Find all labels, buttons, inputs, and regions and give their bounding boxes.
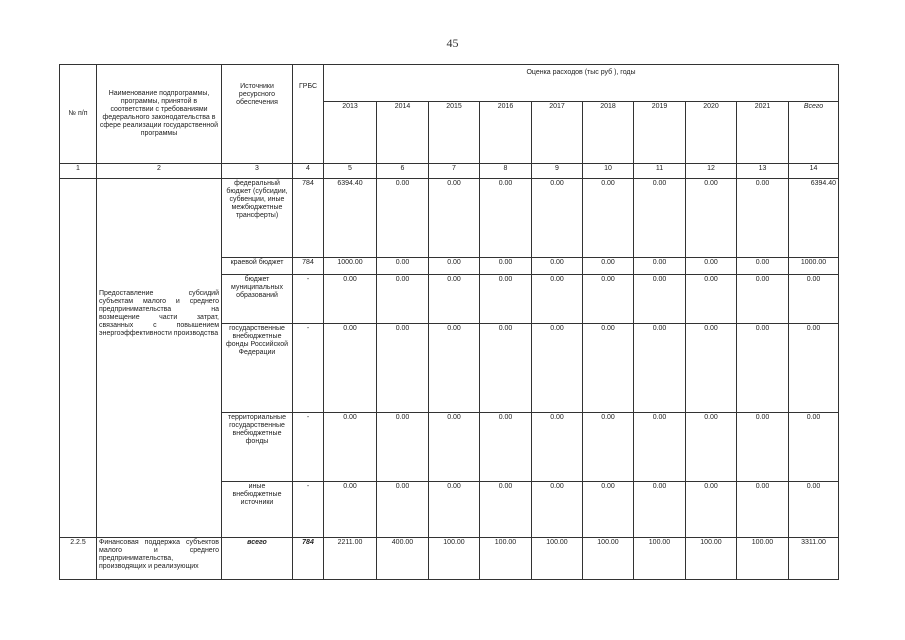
column-number: 8 — [480, 164, 532, 179]
header-row-top — [60, 65, 839, 102]
year-cell: 2015 — [429, 102, 480, 164]
value-cell: 1000.00 — [324, 258, 377, 275]
value-cell: 100.00 — [532, 538, 583, 580]
source-cell: государственные внебюджетные фонды Российской Федерации — [222, 324, 293, 413]
value-cell: 0.00 — [377, 413, 429, 482]
column-number: 11 — [634, 164, 686, 179]
value-cell: 100.00 — [634, 538, 686, 580]
value-cell: 100.00 — [686, 538, 737, 580]
value-cell: 0.00 — [737, 482, 789, 538]
total-cell: 0.00 — [789, 482, 839, 538]
table-row — [60, 179, 839, 258]
header-source: Источники ресурсного обеспечения — [222, 65, 293, 164]
value-cell: 0.00 — [737, 275, 789, 324]
value-cell: 0.00 — [480, 482, 532, 538]
grbs-cell: - — [293, 413, 324, 482]
value-cell: 0.00 — [634, 258, 686, 275]
year-cell: 2016 — [480, 102, 532, 164]
budget-table — [59, 64, 839, 580]
value-cell: 2211.00 — [324, 538, 377, 580]
total-cell: 0.00 — [789, 324, 839, 413]
source-cell: федеральный бюджет (субсидии, субвенции, иные межбюджетные трансферты) — [222, 179, 293, 258]
value-cell: 0.00 — [429, 413, 480, 482]
column-number-row — [60, 164, 839, 179]
value-cell: 0.00 — [583, 258, 634, 275]
value-cell: 0.00 — [377, 324, 429, 413]
value-cell: 0.00 — [634, 179, 686, 258]
year-cell: 2021 — [737, 102, 789, 164]
value-cell: 0.00 — [686, 275, 737, 324]
year-cell: 2014 — [377, 102, 429, 164]
value-cell: 0.00 — [480, 258, 532, 275]
year-cell: 2017 — [532, 102, 583, 164]
year-cell: 2013 — [324, 102, 377, 164]
value-cell: 0.00 — [532, 482, 583, 538]
total-cell: 0.00 — [789, 275, 839, 324]
value-cell: 0.00 — [377, 258, 429, 275]
column-number: 14 — [789, 164, 839, 179]
value-cell: 0.00 — [737, 179, 789, 258]
measure-name: Предоставление субсидий субъектам малого и среднего предпринимательства на возмещение части затрат, связанных с повышением энергоэффективности производства — [97, 179, 222, 538]
grbs-cell: 784 — [293, 179, 324, 258]
column-number: 13 — [737, 164, 789, 179]
value-cell: 0.00 — [583, 482, 634, 538]
value-cell: 0.00 — [324, 413, 377, 482]
value-cell: 0.00 — [324, 482, 377, 538]
column-number: 5 — [324, 164, 377, 179]
measure-name: Финансовая поддержка субъектов малого и среднего предпринимательства, производящих и реализующих — [97, 538, 222, 580]
grbs-cell: - — [293, 275, 324, 324]
value-cell: 0.00 — [634, 275, 686, 324]
source-cell: бюджет муниципальных образований — [222, 275, 293, 324]
column-number: 4 — [293, 164, 324, 179]
column-number: 10 — [583, 164, 634, 179]
page-number: 45 — [446, 36, 459, 50]
header-name: Наименование подпрограммы, программы, принятой в соответствии с требованиями федерального законодательства в сфере реализации государственной программы — [97, 65, 222, 164]
row-number-cell — [60, 179, 97, 538]
year-cell: 2018 — [583, 102, 634, 164]
value-cell: 400.00 — [377, 538, 429, 580]
value-cell: 0.00 — [429, 275, 480, 324]
column-number: 3 — [222, 164, 293, 179]
source-cell: всего — [222, 538, 293, 580]
value-cell: 0.00 — [583, 275, 634, 324]
value-cell: 100.00 — [480, 538, 532, 580]
header-grbs: ГРБС — [293, 65, 324, 164]
table-row — [60, 538, 839, 580]
value-cell: 0.00 — [480, 179, 532, 258]
value-cell: 0.00 — [686, 413, 737, 482]
value-cell: 0.00 — [377, 482, 429, 538]
value-cell: 0.00 — [377, 275, 429, 324]
value-cell: 0.00 — [634, 482, 686, 538]
column-number: 6 — [377, 164, 429, 179]
value-cell: 0.00 — [686, 179, 737, 258]
value-cell: 0.00 — [583, 179, 634, 258]
total-cell: 3311.00 — [789, 538, 839, 580]
value-cell: 0.00 — [480, 413, 532, 482]
value-cell: 0.00 — [532, 275, 583, 324]
value-cell: 0.00 — [737, 258, 789, 275]
value-cell: 0.00 — [532, 258, 583, 275]
value-cell: 0.00 — [634, 413, 686, 482]
value-cell: 100.00 — [429, 538, 480, 580]
source-cell: территориальные государственные внебюджетные фонды — [222, 413, 293, 482]
value-cell: 0.00 — [480, 324, 532, 413]
value-cell: 0.00 — [532, 413, 583, 482]
value-cell: 0.00 — [583, 324, 634, 413]
source-cell: краевой бюджет — [222, 258, 293, 275]
value-cell: 0.00 — [737, 324, 789, 413]
row-number-cell: 2.2.5 — [60, 538, 97, 580]
year-cell-total: Всего — [789, 102, 839, 164]
value-cell: 6394.40 — [324, 179, 377, 258]
header-estimate: Оценка расходов (тыс руб ), годы — [324, 65, 839, 102]
value-cell: 0.00 — [634, 324, 686, 413]
grbs-cell: 784 — [293, 538, 324, 580]
value-cell: 0.00 — [429, 179, 480, 258]
column-number: 7 — [429, 164, 480, 179]
source-cell: иные внебюджетные источники — [222, 482, 293, 538]
value-cell: 0.00 — [686, 324, 737, 413]
header-num: № п/п — [60, 65, 97, 164]
value-cell: 0.00 — [377, 179, 429, 258]
total-cell: 1000.00 — [789, 258, 839, 275]
value-cell: 0.00 — [480, 275, 532, 324]
value-cell: 100.00 — [737, 538, 789, 580]
value-cell: 0.00 — [429, 324, 480, 413]
column-number: 1 — [60, 164, 97, 179]
value-cell: 0.00 — [429, 258, 480, 275]
total-cell: 0.00 — [789, 413, 839, 482]
grbs-cell: - — [293, 482, 324, 538]
column-number: 12 — [686, 164, 737, 179]
value-cell: 0.00 — [686, 258, 737, 275]
value-cell: 0.00 — [429, 482, 480, 538]
value-cell: 0.00 — [686, 482, 737, 538]
value-cell: 0.00 — [324, 324, 377, 413]
column-number: 9 — [532, 164, 583, 179]
value-cell: 0.00 — [324, 275, 377, 324]
column-number: 2 — [97, 164, 222, 179]
total-cell: 6394.40 — [789, 179, 839, 258]
value-cell: 0.00 — [583, 413, 634, 482]
year-cell: 2019 — [634, 102, 686, 164]
value-cell: 0.00 — [532, 179, 583, 258]
value-cell: 100.00 — [583, 538, 634, 580]
value-cell: 0.00 — [737, 413, 789, 482]
grbs-cell: 784 — [293, 258, 324, 275]
grbs-cell: - — [293, 324, 324, 413]
year-cell: 2020 — [686, 102, 737, 164]
value-cell: 0.00 — [532, 324, 583, 413]
